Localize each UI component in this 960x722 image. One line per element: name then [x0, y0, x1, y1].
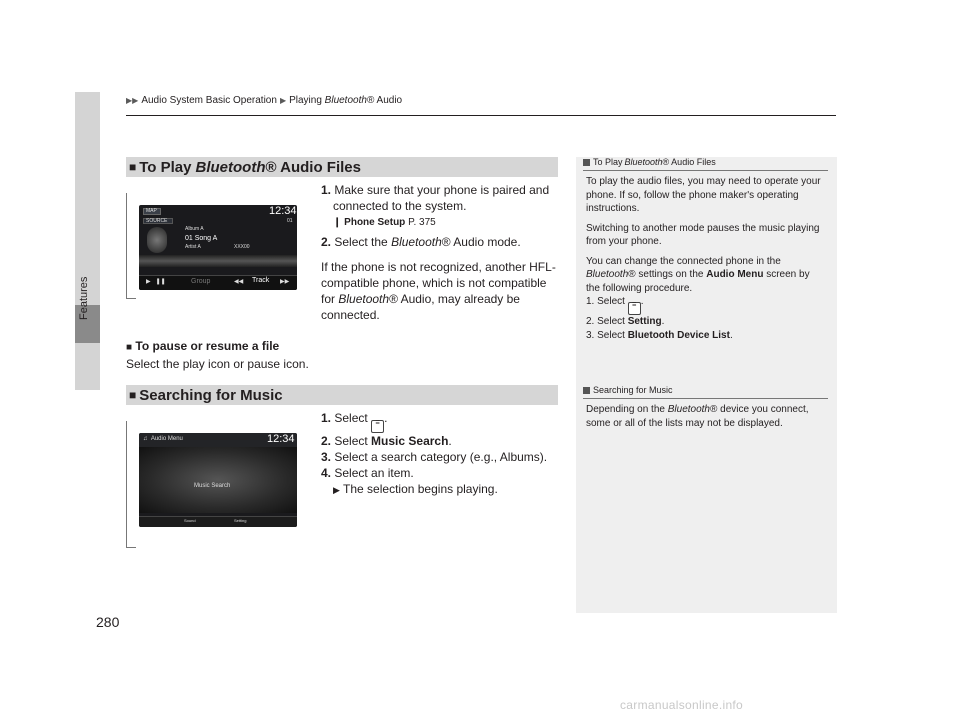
header-rule	[126, 115, 836, 116]
page-number: 280	[96, 614, 120, 630]
arrow-icon: ▶	[279, 96, 287, 105]
menu-button-icon: ☰	[371, 420, 384, 433]
breadcrumb-part-2[interactable]: Playing Bluetooth® Audio	[289, 95, 403, 106]
breadcrumb	[126, 95, 402, 106]
section2-steps: 1. Select ☰ . 2. Select Music Search. 3. Select a search category (e.g., Albums). 4. Select an item. ▶ The selection begins playing.	[321, 411, 548, 496]
note-play-bluetooth: To Play Bluetooth ® Audio Files To play the audio files, you may need to operate your phone. If so, follow the phone maker's operating instructions. Switching to another mode pauses the music playing from your phone. You can change the connected phone in the Bluetooth® settings on the Audio Menu screen by the following procedure. 1. Select ☰ . 2. Select Setting. 3. Select Bluetooth Device List.	[583, 157, 828, 342]
audio-menu-screen-image: ♫ Audio Menu 12:34 Music Search Sound Setting	[139, 433, 297, 527]
breadcrumb-part-1[interactable]: Audio System Basic Operation	[141, 95, 277, 106]
watermark: carmanualsonline.info	[620, 698, 744, 712]
side-tab-label: Features	[78, 276, 90, 320]
pause-resume-block: ■ To pause or resume a file Select the play icon or pause icon.	[126, 339, 309, 371]
cross-reference-link[interactable]: ❙ Phone Setup P. 375	[333, 217, 436, 228]
reference-icon: ❙	[333, 217, 342, 228]
section1-steps: 1. Make sure that your phone is paired and connected to the system. ❙ Phone Setup P. 375 2. Select the Bluetooth® Audio mode. If the phone is not recognized, another HFL- compatible phone, which is not compatible for Bluetooth® Audio, may already be connected.	[321, 182, 561, 323]
note-icon	[583, 387, 590, 394]
image-bracket	[126, 193, 136, 299]
square-bullet-icon: ■	[126, 342, 133, 353]
section-heading-searching-music: ■ Searching for Music	[126, 385, 558, 405]
section-heading-play-bluetooth: ■ To Play Bluetooth ® Audio Files	[126, 157, 558, 177]
side-tab	[75, 92, 100, 390]
image-bracket	[126, 421, 136, 548]
double-arrow-icon: ▶▶	[126, 96, 139, 105]
note-searching-music: Searching for Music Depending on the Bluetooth® device you connect, some or all of the lists may not be displayed.	[583, 385, 828, 430]
menu-button-icon: ☰	[628, 302, 641, 315]
result-arrow-icon: ▶	[333, 485, 340, 495]
note-icon	[583, 159, 590, 166]
square-bullet-icon: ■	[129, 160, 137, 174]
square-bullet-icon: ■	[129, 388, 137, 402]
bluetooth-audio-screen-image: MAP 12:34 SOURCE Album A 01 Song A Artist A XXX00 01 ▶ ❚❚ Group ◀◀ Track ▶▶	[139, 205, 297, 290]
